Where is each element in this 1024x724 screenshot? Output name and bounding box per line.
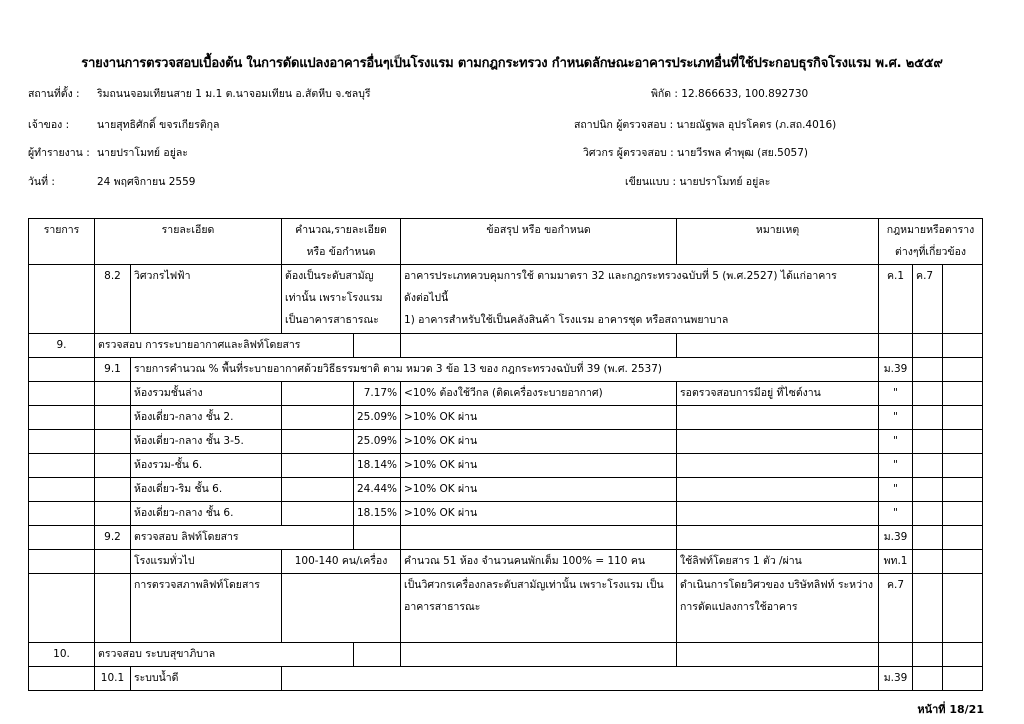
header-law: กฎหมายหรือตาราง ต่างๆที่เกี่ยวข้อง [879,219,983,265]
architect-inspector: สถาปนิก ผู้ตรวจสอบ : นายณัฐพล อุปรโคตร (ภ.สถ.4016) [574,119,837,131]
row-number: 10.1 [95,667,131,691]
table-row [29,643,983,667]
header-note: หมายเหตุ [677,219,879,265]
header-summary: ข้อสรุป หรือ ขอกำหนด [401,219,677,265]
page-number: หน้าที่ 18/21 [917,703,984,716]
law-ref: " [879,502,913,526]
inspection-table [28,218,983,691]
room-note [677,454,879,478]
row-calc: ต้องเป็นระดับสามัญ เท่านั้น เพราะโรงแรม เป็นอาคารสาธารณะ [282,265,401,334]
room-result: >10% OK ผ่าน [401,406,677,430]
table-row [29,550,983,574]
room-percent: 25.09% [354,430,401,454]
row-summary [401,265,879,334]
table-row [29,454,983,478]
law-ref: " [879,406,913,430]
row-summary: คำนวณ 51 ห้อง จำนวนคนพักเต็ม 100% = 110 คน [401,550,677,574]
table-row [29,667,983,691]
room-result: >10% OK ผ่าน [401,502,677,526]
room-name: ห้องเดี่ยว-กลาง ชั้น 2. [131,406,282,430]
room-note [677,502,879,526]
table-row [29,478,983,502]
section-number: 10. [29,643,95,667]
room-result: >10% OK ผ่าน [401,430,677,454]
law-ref: " [879,382,913,406]
law-ref: " [879,478,913,502]
room-note [677,478,879,502]
law-ref: ค.7 [879,574,913,643]
law-ref: " [879,454,913,478]
row-detail: โรงแรมทั่วไป [131,550,282,574]
room-percent: 7.17% [354,382,401,406]
row-detail: ตรวจสอบ ลิฟท์โดยสาร [131,526,354,550]
coordinates: พิกัด : 12.866633, 100.892730 [651,88,809,100]
summary-line: 1) อาคารสำหรับใช้เป็นคลังสินค้า โรงแรม อาคารชุด หรือสถานพยาบาล [404,314,729,326]
law-ref: " [879,430,913,454]
room-name: ห้องรวม-ชั้น 6. [131,454,282,478]
room-note [677,406,879,430]
room-note: รอตรวจสอบการมีอยู่ ที่ไซต์งาน [677,382,879,406]
table-row [29,334,983,358]
law-ref: พท.1 [879,550,913,574]
row-detail: วิศวกรไฟฟ้า [131,265,282,334]
engineer-inspector: วิศวกร ผู้ตรวจสอบ : นายวีรพล คำพุฒ (สย.5057) [583,147,808,159]
room-name: ห้องเดี่ยว-ริม ชั้น 6. [131,478,282,502]
header-detail: รายละเอียด [95,219,282,265]
table-row [29,526,983,550]
room-result: >10% OK ผ่าน [401,454,677,478]
location-label: สถานที่ตั้ง : [28,88,80,100]
row-summary: เป็นวิศวกรเครื่องกลระดับสามัญเท่านั้น เพราะโรงแรม เป็นอาคารสาธารณะ [401,574,677,643]
room-percent: 18.14% [354,454,401,478]
reporter-label: ผู้ทำรายงาน : [28,147,90,159]
law-ref: ม.39 [879,526,913,550]
room-percent: 25.09% [354,406,401,430]
row-number: 9.1 [95,358,131,382]
room-result: >10% OK ผ่าน [401,478,677,502]
drafter: เขียนแบบ : นายปราโมทย์ อยู่ละ [625,176,771,188]
room-result: <10% ต้องใช้วีกล (ติดเครื่องระบายอากาศ) [401,382,677,406]
row-detail: การตรวจสภาพลิฟท์โดยสาร [131,574,282,643]
row-note: ใช้ลิฟท์โดยสาร 1 ตัว /ผ่าน [677,550,879,574]
law-ref: ม.39 [879,667,913,691]
header-item: รายการ [29,219,95,265]
reporter-value: นายปราโมทย์ อยู่ละ [97,147,188,159]
date-label: วันที่ : [28,176,55,188]
table-row [29,382,983,406]
row-detail: รายการคำนวณ % พื้นที่ระบายอากาศด้วยวิธีธรรมชาติ ตาม หมวด 3 ข้อ 13 ของ กฎกระทรวงฉบับที่ 39 (พ.ศ. 2537) [131,358,879,382]
owner-label: เจ้าของ : [28,119,70,131]
law-ref: ค.1 [879,265,913,334]
summary-line: อาคารประเภทควบคุมการใช้ ตามมาตรา 32 และกฎกระทรวงฉบับที่ 5 (พ.ศ.2527) ได้แก่อาคาร [404,270,837,282]
table-header [29,219,983,265]
owner-value: นายสุทธิศักดิ์ ขจรเกียรติกุล [97,119,220,131]
row-number: 9.2 [95,526,131,550]
row-note: ดำเนินการโดยวิศวของ บริษัทลิฟท์ ระหว่างการดัดแปลงการใช้อาคาร [677,574,879,643]
report-title: รายงานการตรวจสอบเบื้องต้น ในการดัดแปลงอาคารอื่นๆเป็นโรงแรม ตามกฎกระทรวง กำหนดลักษณะอาคารประเภทอื่นที่ใช้ประกอบธุรกิจโรงแรม พ.ศ. ๒๕๕๙ [81,56,943,71]
section-title: ตรวจสอบ ระบบสุขาภิบาล [95,643,354,667]
law-ref: ค.7 [913,265,943,334]
table-row [29,574,983,643]
room-name: ห้องเดี่ยว-กลาง ชั้น 3-5. [131,430,282,454]
row-calc: 100-140 คน/เครื่อง [282,550,401,574]
summary-line: ดังต่อไปนี้ [404,292,449,304]
room-name: ห้องรวมชั้นล่าง [131,382,282,406]
table-row [29,265,983,334]
table-row [29,502,983,526]
room-name: ห้องเดี่ยว-กลาง ชั้น 6. [131,502,282,526]
room-percent: 18.15% [354,502,401,526]
date-value: 24 พฤศจิกายน 2559 [97,176,196,188]
room-percent: 24.44% [354,478,401,502]
law-ref: ม.39 [879,358,913,382]
section-title: ตรวจสอบ การระบายอากาศและลิฟท์โดยสาร [95,334,354,358]
room-note [677,430,879,454]
location-value: ริมถนนจอมเทียนสาย 1 ม.1 ต.นาจอมเทียน อ.สัตหีบ จ.ชลบุรี [97,88,371,100]
section-number: 9. [29,334,95,358]
row-detail: ระบบน้ำดี [131,667,282,691]
table-row [29,430,983,454]
row-number: 8.2 [95,265,131,334]
table-row [29,358,983,382]
header-calc: คำนวณ,รายละเอียด หรือ ข้อกำหนด [282,219,401,265]
table-row [29,406,983,430]
